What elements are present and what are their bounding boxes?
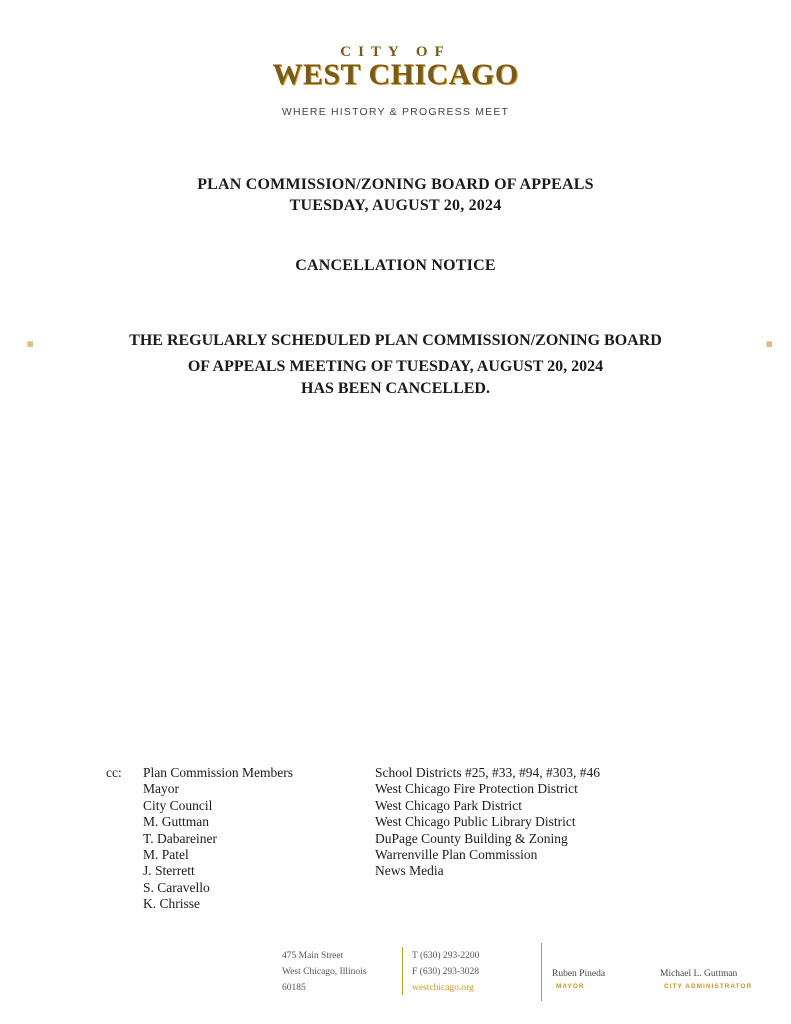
cc-label: cc: bbox=[106, 765, 122, 780]
meeting-date: TUESDAY, AUGUST 20, 2024 bbox=[289, 197, 502, 214]
cc-recipient: S. Caravello bbox=[143, 879, 210, 895]
cc-list-left bbox=[143, 765, 293, 913]
cc-recipient: M. Guttman bbox=[143, 814, 209, 830]
logo-city-of: CITY OF bbox=[340, 44, 451, 60]
cc-recipient: News Media bbox=[375, 863, 444, 879]
footer-address bbox=[282, 948, 366, 996]
cc-recipient: T. Dabareiner bbox=[143, 830, 217, 846]
punch-mark-left: ▦ bbox=[27, 341, 34, 348]
notice-title: CANCELLATION NOTICE bbox=[295, 257, 496, 274]
mayor-name: Ruben Pineda bbox=[552, 969, 606, 979]
phone-number: T (630) 293-2200 bbox=[412, 951, 480, 961]
administrator-title: CITY ADMINISTRATOR bbox=[664, 983, 753, 990]
cc-recipient: West Chicago Public Library District bbox=[375, 814, 576, 830]
body-line-2: OF APPEALS MEETING OF TUESDAY, AUGUST 20, 2024 bbox=[187, 358, 604, 375]
body-line-1: THE REGULARLY SCHEDULED PLAN COMMISSION/ZONING BOARD bbox=[129, 332, 662, 349]
cc-recipient: J. Sterrett bbox=[143, 863, 195, 879]
cc-recipient: Plan Commission Members bbox=[143, 765, 294, 780]
cc-recipient: City Council bbox=[143, 797, 213, 813]
cc-recipient: K. Chrisse bbox=[143, 896, 200, 912]
cc-recipient: M. Patel bbox=[143, 847, 189, 863]
mayor-title: MAYOR bbox=[556, 983, 585, 990]
footer-contact bbox=[412, 948, 479, 996]
cc-recipient: West Chicago Fire Protection District bbox=[375, 781, 578, 797]
footer-divider-2 bbox=[541, 943, 542, 1001]
address-line: 60185 bbox=[282, 983, 306, 993]
board-name: PLAN COMMISSION/ZONING BOARD OF APPEALS bbox=[197, 176, 594, 193]
logo-tagline: WHERE HISTORY & PROGRESS MEET bbox=[281, 106, 510, 118]
cc-recipient: School Districts #25, #33, #94, #303, #46 bbox=[375, 765, 600, 780]
cc-recipient: DuPage County Building & Zoning bbox=[375, 830, 568, 846]
cc-list-right bbox=[375, 765, 600, 880]
website-link[interactable]: westchicago.org bbox=[412, 983, 474, 993]
punch-mark-right: ▦ bbox=[766, 341, 773, 348]
cc-recipient: West Chicago Park District bbox=[375, 797, 523, 813]
fax-number: F (630) 293-3028 bbox=[412, 967, 480, 977]
cc-recipient: Mayor bbox=[143, 781, 179, 797]
administrator-name: Michael L. Guttman bbox=[660, 969, 738, 979]
logo-city-name: WEST CHICAGO bbox=[272, 58, 519, 91]
address-line: West Chicago, Illinois bbox=[282, 967, 367, 977]
address-line: 475 Main Street bbox=[282, 951, 344, 961]
cc-recipient: Warrenville Plan Commission bbox=[375, 847, 538, 863]
body-line-3: HAS BEEN CANCELLED. bbox=[301, 380, 490, 397]
footer-divider-1 bbox=[402, 947, 403, 995]
